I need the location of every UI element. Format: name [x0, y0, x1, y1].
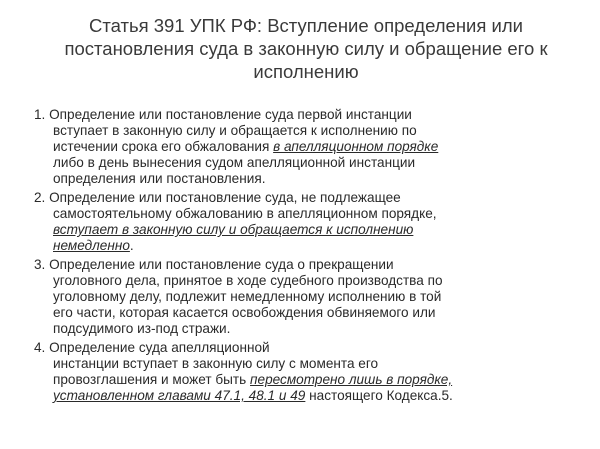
item-1-line-4: либо в день вынесения судом апелляционной инстанции	[53, 155, 416, 170]
item-4-line-1: 4. Определение суда апелляционной	[34, 340, 270, 355]
article-items	[34, 107, 578, 404]
item-4-underlined-phrase-1: пересмотрено лишь в порядке,	[250, 372, 453, 387]
title-line-2: постановления суда в законную силу и обращение его к	[64, 38, 548, 59]
item-1-line-1: 1. Определение или постановление суда первой инстанции	[34, 107, 412, 122]
item-2-line-2: самостоятельному обжалованию в апелляционном порядке,	[53, 206, 437, 221]
item-3-line-2: уголовного дела, принятое в ходе судебного производства по	[53, 273, 443, 288]
item-3-line-5: подсудимого из-под стражи.	[53, 321, 231, 336]
item-4-line-3-text: провозглашения и может быть	[53, 372, 251, 387]
item-2-line-4-text: .	[129, 238, 134, 253]
item-4	[34, 340, 578, 404]
item-4-line-4	[34, 388, 578, 404]
page-title	[34, 14, 578, 83]
item-3	[34, 257, 578, 337]
item-2-line-3	[34, 222, 578, 238]
title-line-3: исполнению	[253, 61, 359, 82]
item-3-line-1: 3. Определение или постановление суда о прекращении	[34, 257, 394, 272]
item-1-line-3-text: истечении срока его обжалования	[53, 139, 274, 154]
item-4-line-3	[34, 372, 578, 388]
item-4-underlined-phrase-2: установленном главами 47.1, 48.1 и 49	[53, 388, 306, 403]
item-1-line-2: вступает в законную силу и обращается к исполнению по	[53, 123, 417, 138]
item-2-line-1: 2. Определение или постановление суда, не подлежащее	[34, 190, 401, 205]
item-3-line-4: его части, которая касается освобождения обвиняемого или	[53, 305, 436, 320]
item-2	[34, 190, 578, 254]
item-2-underlined-phrase-1: вступает в законную силу и обращается к исполнению	[53, 222, 414, 237]
item-2-line-4	[34, 238, 578, 254]
item-3-line-3: уголовному делу, подлежит немедленному исполнению в той	[53, 289, 442, 304]
item-4-line-2: инстанции вступает в законную силу с момента его	[53, 356, 379, 371]
item-1-line-3	[34, 139, 578, 155]
item-4-line-4-text: настоящего Кодекса.5.	[305, 388, 453, 403]
item-1-underlined-phrase: в апелляционном порядке	[273, 139, 439, 154]
title-line-1: Статья 391 УПК РФ: Вступление определения или	[88, 15, 524, 36]
item-2-underlined-phrase-2: немедленно	[53, 238, 130, 253]
item-1-line-5: определения или постановления.	[53, 171, 266, 186]
item-1	[34, 107, 578, 187]
